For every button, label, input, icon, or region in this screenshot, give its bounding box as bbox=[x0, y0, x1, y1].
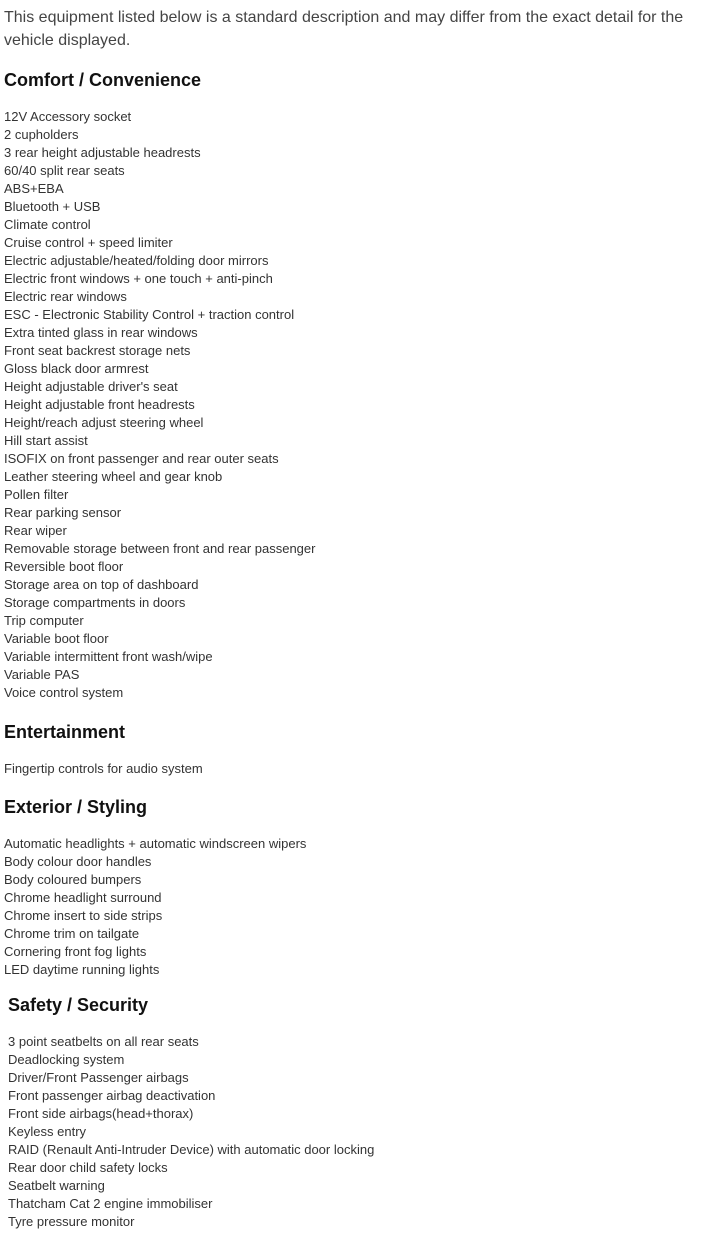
equipment-list-comfort-convenience bbox=[4, 108, 315, 702]
equipment-list-item: Voice control system bbox=[4, 685, 124, 700]
equipment-list-exterior-styling bbox=[4, 835, 306, 979]
equipment-list-item: Reversible boot floor bbox=[4, 559, 124, 574]
equipment-list-item: LED daytime running lights bbox=[4, 962, 160, 977]
equipment-list-item: Leather steering wheel and gear knob bbox=[4, 469, 223, 484]
equipment-list-item: Trip computer bbox=[4, 613, 84, 628]
equipment-list-item: Height adjustable driver's seat bbox=[4, 379, 178, 394]
equipment-list-item: Automatic headlights + automatic windscreen wipers bbox=[4, 836, 307, 851]
equipment-list-item: Front seat backrest storage nets bbox=[4, 343, 191, 358]
equipment-list-item: Variable PAS bbox=[4, 667, 80, 682]
equipment-list-item: ABS+EBA bbox=[4, 181, 64, 196]
equipment-list-item: Seatbelt warning bbox=[8, 1178, 105, 1193]
equipment-list-item: Storage area on top of dashboard bbox=[4, 577, 199, 592]
equipment-list-item: Chrome headlight surround bbox=[4, 890, 162, 905]
equipment-list-item: Height adjustable front headrests bbox=[4, 397, 195, 412]
equipment-list-item: Body colour door handles bbox=[4, 854, 152, 869]
equipment-list-item: 3 rear height adjustable headrests bbox=[4, 145, 201, 160]
equipment-list-item: Electric rear windows bbox=[4, 289, 127, 304]
equipment-list-item: Rear wiper bbox=[4, 523, 67, 538]
equipment-list-item: Chrome trim on tailgate bbox=[4, 926, 140, 941]
equipment-list-item: Removable storage between front and rear passenger bbox=[4, 541, 316, 556]
equipment-list-safety-security bbox=[8, 1033, 374, 1231]
equipment-list-item: Bluetooth + USB bbox=[4, 199, 101, 214]
equipment-list-item: RAID (Renault Anti-Intruder Device) with automatic door locking bbox=[8, 1142, 375, 1157]
equipment-list-item: 60/40 split rear seats bbox=[4, 163, 125, 178]
section-title-entertainment: Entertainment bbox=[4, 722, 126, 742]
intro-text: This equipment listed below is a standard description and may differ from the exact detail for the vehicle displayed. bbox=[4, 9, 684, 49]
equipment-list-item: Climate control bbox=[4, 217, 91, 232]
equipment-list-item: ISOFIX on front passenger and rear outer seats bbox=[4, 451, 279, 466]
equipment-list-item: Variable intermittent front wash/wipe bbox=[4, 649, 213, 664]
equipment-list-item: Deadlocking system bbox=[8, 1052, 125, 1067]
equipment-list-item: Front side airbags(head+thorax) bbox=[8, 1106, 194, 1121]
equipment-list-item: 3 point seatbelts on all rear seats bbox=[8, 1034, 199, 1049]
equipment-list-item: Body coloured bumpers bbox=[4, 872, 142, 887]
equipment-list-item: Driver/Front Passenger airbags bbox=[8, 1070, 189, 1085]
equipment-list-item: Chrome insert to side strips bbox=[4, 908, 163, 923]
equipment-list-item: Hill start assist bbox=[4, 433, 88, 448]
equipment-list-item: Thatcham Cat 2 engine immobiliser bbox=[8, 1196, 213, 1211]
equipment-list-item: 12V Accessory socket bbox=[4, 109, 132, 124]
section-title-safety-security: Safety / Security bbox=[8, 995, 149, 1015]
equipment-list-item: Extra tinted glass in rear windows bbox=[4, 325, 198, 340]
section-title-exterior-styling: Exterior / Styling bbox=[4, 797, 148, 817]
equipment-list-item: Storage compartments in doors bbox=[4, 595, 186, 610]
equipment-list-item: Fingertip controls for audio system bbox=[4, 761, 203, 776]
equipment-list-item: Pollen filter bbox=[4, 487, 69, 502]
equipment-list-item: Front passenger airbag deactivation bbox=[8, 1088, 216, 1103]
equipment-list-item: Rear parking sensor bbox=[4, 505, 122, 520]
equipment-list-item: Height/reach adjust steering wheel bbox=[4, 415, 204, 430]
equipment-list-item: Electric front windows + one touch + anti-pinch bbox=[4, 271, 273, 286]
section-title-comfort-convenience: Comfort / Convenience bbox=[4, 70, 202, 90]
equipment-list-item: Gloss black door armrest bbox=[4, 361, 149, 376]
equipment-list-item: 2 cupholders bbox=[4, 127, 79, 142]
equipment-list-item: Rear door child safety locks bbox=[8, 1160, 168, 1175]
equipment-list-item: Tyre pressure monitor bbox=[8, 1214, 135, 1229]
equipment-list-item: Keyless entry bbox=[8, 1124, 87, 1139]
equipment-list-entertainment bbox=[4, 760, 203, 778]
equipment-list-item: Variable boot floor bbox=[4, 631, 109, 646]
equipment-list-item: Cruise control + speed limiter bbox=[4, 235, 173, 250]
equipment-list-item: ESC - Electronic Stability Control + traction control bbox=[4, 307, 295, 322]
equipment-list-item: Electric adjustable/heated/folding door mirrors bbox=[4, 253, 269, 268]
equipment-list-item: Cornering front fog lights bbox=[4, 944, 147, 959]
